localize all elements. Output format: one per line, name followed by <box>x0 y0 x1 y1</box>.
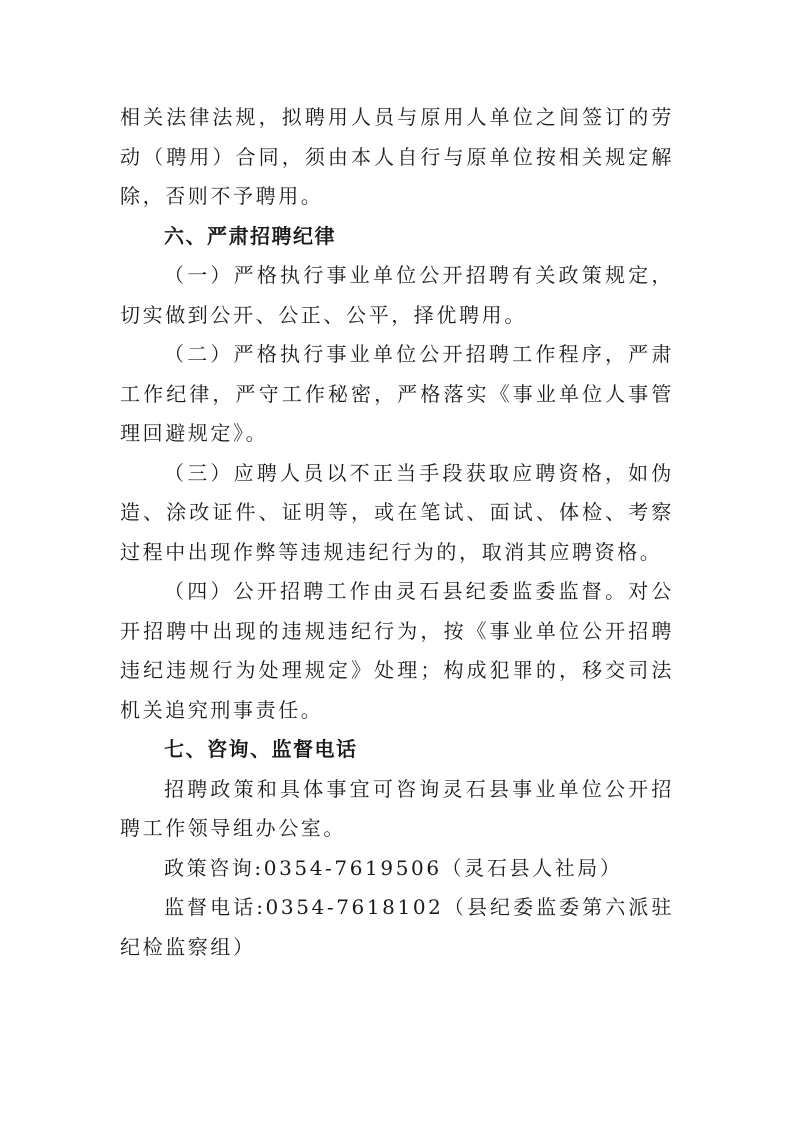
section-heading-contact: 七、咨询、监督电话 <box>164 737 358 761</box>
paragraph-policy-phone: 政策咨询:0354-7619506（灵石县人社局） <box>164 855 623 880</box>
paragraph-item-4: （四）公开招聘工作由灵石县纪委监委监督。对公开招聘中出现的违规违纪行为，按《事业单位公开招聘违纪违规行为处理规定》处理；构成犯罪的，移交司法机关追究刑事责任。 <box>120 579 674 722</box>
paragraph-supervision-phone: 监督电话:0354-7618102（县纪委监委第六派驻纪检监察组） <box>120 895 674 959</box>
paragraph-item-3: （三）应聘人员以不正当手段获取应聘资格，如伪造、涂改证件、证明等，或在笔试、面试、体检、考察过程中出现作弊等违规违纪行为的，取消其应聘资格。 <box>120 460 674 564</box>
paragraph-item-2: （二）严格执行事业单位公开招聘工作程序，严肃工作纪律，严守工作秘密，严格落实《事业单位人事管理回避规定》。 <box>120 342 674 445</box>
document-page <box>120 98 674 967</box>
paragraph-legal-continuation: 相关法律法规，拟聘用人员与原用人单位之间签订的劳动（聘用）合同，须由本人自行与原单位按相关规定解除，否则不予聘用。 <box>120 105 674 208</box>
paragraph-inquiry-intro: 招聘政策和具体事宜可咨询灵石县事业单位公开招聘工作领导组办公室。 <box>120 776 674 840</box>
paragraph-item-1: （一）严格执行事业单位公开招聘有关政策规定，切实做到公开、公正、公平，择优聘用。 <box>120 263 674 327</box>
section-heading-discipline: 六、严肃招聘纪律 <box>164 223 336 248</box>
